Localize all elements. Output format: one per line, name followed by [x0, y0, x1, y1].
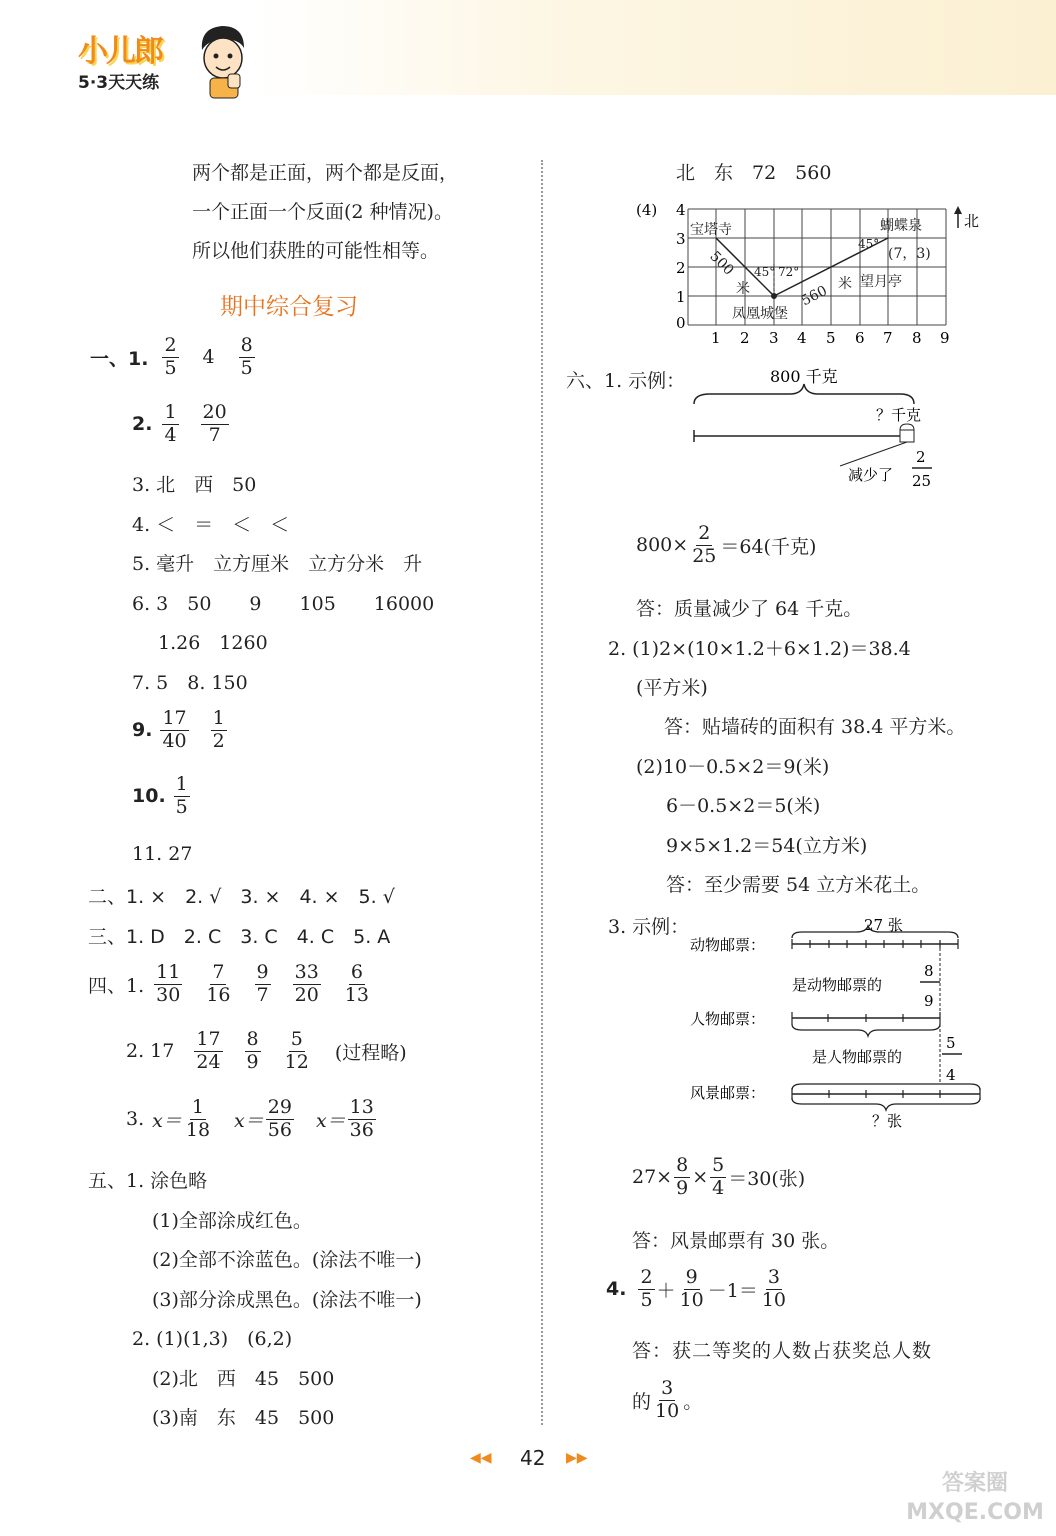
- label-72: 72°: [778, 265, 800, 279]
- section-san: 三、1. D 2. C 3. C 4. C 5. A: [88, 926, 391, 948]
- fraction: $\frac{1}{2}$: [212, 707, 225, 752]
- spring-coord: (7，3): [888, 246, 931, 262]
- fraction: $\frac{1}{4}$: [164, 401, 177, 446]
- intro-line-3: 所以他们获胜的可能性相等。: [192, 240, 440, 262]
- fraction: $\frac{8}{9}$: [676, 1154, 689, 1199]
- x-tick: 4: [797, 329, 807, 346]
- diag3-scenery: 风景邮票：: [690, 1084, 766, 1102]
- y-tick: 3: [676, 230, 686, 248]
- q9-label: 9.: [132, 719, 153, 742]
- q2-label: 2.: [132, 413, 153, 436]
- column-divider: [541, 160, 543, 1425]
- prev-page-icon[interactable]: ◀◀: [470, 1450, 492, 1466]
- fraction: $\frac{8}{5}$: [240, 334, 253, 379]
- diag3-r2d: 4: [946, 1066, 956, 1084]
- fraction: $\frac{1}{18}$: [185, 1096, 211, 1141]
- x-equals: x＝: [315, 1109, 346, 1132]
- x-tick: 7: [883, 329, 893, 346]
- si3-label: 3.: [126, 1108, 145, 1131]
- x-equals: x＝: [152, 1109, 182, 1132]
- diag3-count: 27 张: [864, 916, 903, 934]
- diag3-animal: 动物邮票：: [690, 936, 766, 954]
- label-45: 45°: [754, 265, 776, 279]
- header-band: [250, 0, 1056, 95]
- liu4-ans2: 的: [632, 1390, 652, 1413]
- fraction: $\frac{33}{20}$: [294, 961, 319, 1006]
- fraction: $\frac{6}{13}$: [344, 961, 369, 1006]
- north-label: 北: [964, 212, 980, 230]
- q7: 7. 5 8. 150: [132, 672, 248, 694]
- label-mi2: 米: [838, 276, 852, 292]
- place-spring: 蝴蝶泉: [880, 218, 922, 234]
- si3: [126, 1097, 378, 1142]
- diag3-r2n: 5: [946, 1034, 956, 1052]
- right-line-1: 北 东 72 560: [676, 162, 832, 184]
- fraction: $\frac{8}{9}$: [246, 1028, 259, 1073]
- fraction: $\frac{5}{4}$: [712, 1154, 725, 1199]
- diag1-total: 800 千克: [770, 367, 838, 386]
- x-tick: 2: [740, 329, 750, 346]
- diag3-r1d: 9: [924, 992, 934, 1010]
- diag1-decrease: 减少了: [848, 466, 894, 484]
- wu2-line-2: (3)南 东 45 500: [152, 1407, 335, 1429]
- liu1-calc-b: ＝64(千克): [720, 535, 817, 558]
- fraction: $\frac{13}{36}$: [349, 1096, 374, 1141]
- minus-one-equals: －1＝: [707, 1279, 758, 1302]
- wu2-line-1: (2)北 西 45 500: [152, 1368, 335, 1390]
- q11: 11. 27: [132, 843, 193, 865]
- liu1-answer: 答：质量减少了 64 千克。: [636, 598, 863, 620]
- q2: [132, 402, 231, 447]
- map-label: (4): [636, 201, 658, 219]
- fraction: $\frac{7}{16}$: [206, 961, 231, 1006]
- si2-label: 2. 17: [126, 1040, 175, 1063]
- intro-line-2: 一个正面一个反面(2 种情况)。: [192, 201, 453, 223]
- x-tick: 5: [826, 329, 836, 346]
- fraction: $\frac{3}{10}$: [655, 1377, 680, 1422]
- liu1-calc: [636, 523, 816, 568]
- diag1-fd: 25: [912, 472, 932, 490]
- q1-mid: 4: [202, 346, 215, 369]
- page-number: 42: [520, 1446, 546, 1470]
- liu3-calc-b: ＝30(张): [728, 1167, 806, 1190]
- liu3-label: 3. 示例：: [608, 916, 690, 938]
- liu3-answer: 答：风景邮票有 30 张。: [632, 1230, 840, 1252]
- fraction: $\frac{5}{12}$: [284, 1028, 309, 1073]
- plus: ＋: [656, 1279, 676, 1302]
- liu4-end: 。: [683, 1390, 703, 1413]
- liu1-label: 六、1. 示例：: [566, 370, 686, 392]
- x-tick: 9: [940, 329, 950, 346]
- fraction: $\frac{20}{7}$: [202, 401, 227, 446]
- q3: 3. 北 西 50: [132, 474, 257, 496]
- place-pavilion: 望月亭: [860, 274, 902, 290]
- si2: [126, 1029, 407, 1074]
- x-tick: 1: [711, 329, 721, 346]
- fraction: $\frac{11}{30}$: [156, 961, 181, 1006]
- wu2: 2. (1)(1,3) (6,2): [132, 1328, 293, 1350]
- intro-line-1: 两个都是正面，两个都是反面，: [192, 162, 459, 184]
- fraction: $\frac{2}{25}$: [692, 522, 717, 567]
- y-tick: 0: [676, 314, 686, 332]
- coordinate-map: [632, 196, 992, 346]
- bar-diagram-3: [688, 912, 998, 1132]
- place-temple: 宝塔寺: [690, 222, 732, 238]
- watermark: 答案圈 MXQE.COM: [906, 1471, 1044, 1525]
- liu1-calc-a: 800×: [636, 534, 689, 557]
- diag3-rel2: 是人物邮票的: [812, 1048, 903, 1066]
- fraction: $\frac{17}{24}$: [196, 1028, 221, 1073]
- si1-label: 四、1.: [88, 974, 145, 997]
- fraction: $\frac{29}{56}$: [267, 1096, 292, 1141]
- liu2-line-2: 6－0.5×2＝5(米): [666, 795, 821, 817]
- y-tick: 4: [676, 201, 686, 219]
- wu1: 五、1. 涂色略: [88, 1170, 208, 1192]
- x-tick: 3: [769, 329, 779, 346]
- fraction: $\frac{2}{5}$: [164, 334, 177, 379]
- si2-note: (过程略): [334, 1041, 407, 1064]
- q4: 4. ＜ ＝ ＜ ＜: [132, 514, 290, 536]
- si1: [88, 962, 373, 1007]
- label-560: 560: [798, 282, 830, 310]
- diag3-people: 人物邮票：: [690, 1010, 766, 1028]
- section-er: 二、1. × 2. √ 3. × 4. × 5. √: [88, 886, 395, 908]
- q1: [90, 335, 257, 380]
- fraction: $\frac{9}{7}$: [256, 961, 269, 1006]
- y-tick: 2: [676, 259, 686, 277]
- liu2-b: (平方米): [636, 677, 708, 699]
- liu4-answer-2: [632, 1378, 702, 1423]
- times: ×: [692, 1166, 709, 1189]
- mascot-icon: [192, 20, 254, 100]
- liu3-calc-a: 27×: [632, 1166, 673, 1189]
- fraction: $\frac{17}{40}$: [162, 707, 187, 752]
- fraction: $\frac{2}{5}$: [640, 1266, 653, 1311]
- liu2-line-1: (2)10－0.5×2＝9(米): [636, 756, 830, 778]
- logo: [78, 26, 162, 93]
- diag3-r1n: 8: [924, 962, 934, 980]
- diag3-rel1: 是动物邮票的: [792, 976, 883, 994]
- liu4-label: 4.: [606, 1278, 627, 1301]
- q6b: 1.26 1260: [158, 632, 268, 654]
- liu2-c: 答：贴墙砖的面积有 38.4 平方米。: [664, 716, 966, 738]
- label-mi: 米: [736, 281, 750, 297]
- liu2-answer: 答：至少需要 54 立方米花土。: [666, 874, 931, 896]
- liu2-line-3: 9×5×1.2＝54(立方米): [666, 835, 868, 857]
- q6a: 6. 3 50 9 105 16000: [132, 593, 435, 615]
- wu1-line-2: (2)全部不涂蓝色。(涂法不唯一): [152, 1249, 422, 1271]
- q10-label: 10.: [132, 785, 166, 808]
- q10: [132, 774, 192, 819]
- diag1-fn: 2: [916, 448, 926, 466]
- label-45b: 45°: [858, 237, 880, 251]
- fraction: $\frac{3}{10}$: [761, 1266, 787, 1311]
- bar-diagram-1: [690, 362, 950, 502]
- x-tick: 8: [912, 329, 922, 346]
- liu4-answer: 答：获二等奖的人数占获奖总人数: [632, 1340, 933, 1362]
- logo-title: 小儿郎: [78, 34, 162, 69]
- fraction: $\frac{9}{10}$: [679, 1266, 704, 1311]
- liu3-calc: [632, 1155, 805, 1200]
- liu4-calc: [606, 1267, 790, 1312]
- logo-series: 5·3天天练: [78, 73, 160, 93]
- q1-label: 一、1.: [90, 347, 149, 370]
- x-tick: 6: [855, 329, 865, 346]
- diag3-unknown: ？张: [872, 1112, 903, 1130]
- y-tick: 1: [676, 288, 686, 306]
- wu1-line-3: (3)部分涂成黑色。(涂法不唯一): [152, 1289, 422, 1311]
- x-equals: x＝: [234, 1109, 264, 1132]
- label-500: 500: [706, 248, 737, 279]
- next-page-icon[interactable]: ▶▶: [566, 1450, 588, 1466]
- wu1-line-1: (1)全部涂成红色。: [152, 1210, 312, 1232]
- fraction: $\frac{1}{5}$: [175, 773, 188, 818]
- section-title: 期中综合复习: [220, 294, 358, 320]
- diag1-unknown: ？千克: [876, 406, 922, 424]
- q9: [132, 708, 229, 753]
- q5: 5. 毫升 立方厘米 立方分米 升: [132, 553, 423, 575]
- place-castle: 凤凰城堡: [732, 306, 788, 322]
- liu2-a: 2. (1)2×(10×1.2＋6×1.2)＝38.4: [608, 638, 911, 660]
